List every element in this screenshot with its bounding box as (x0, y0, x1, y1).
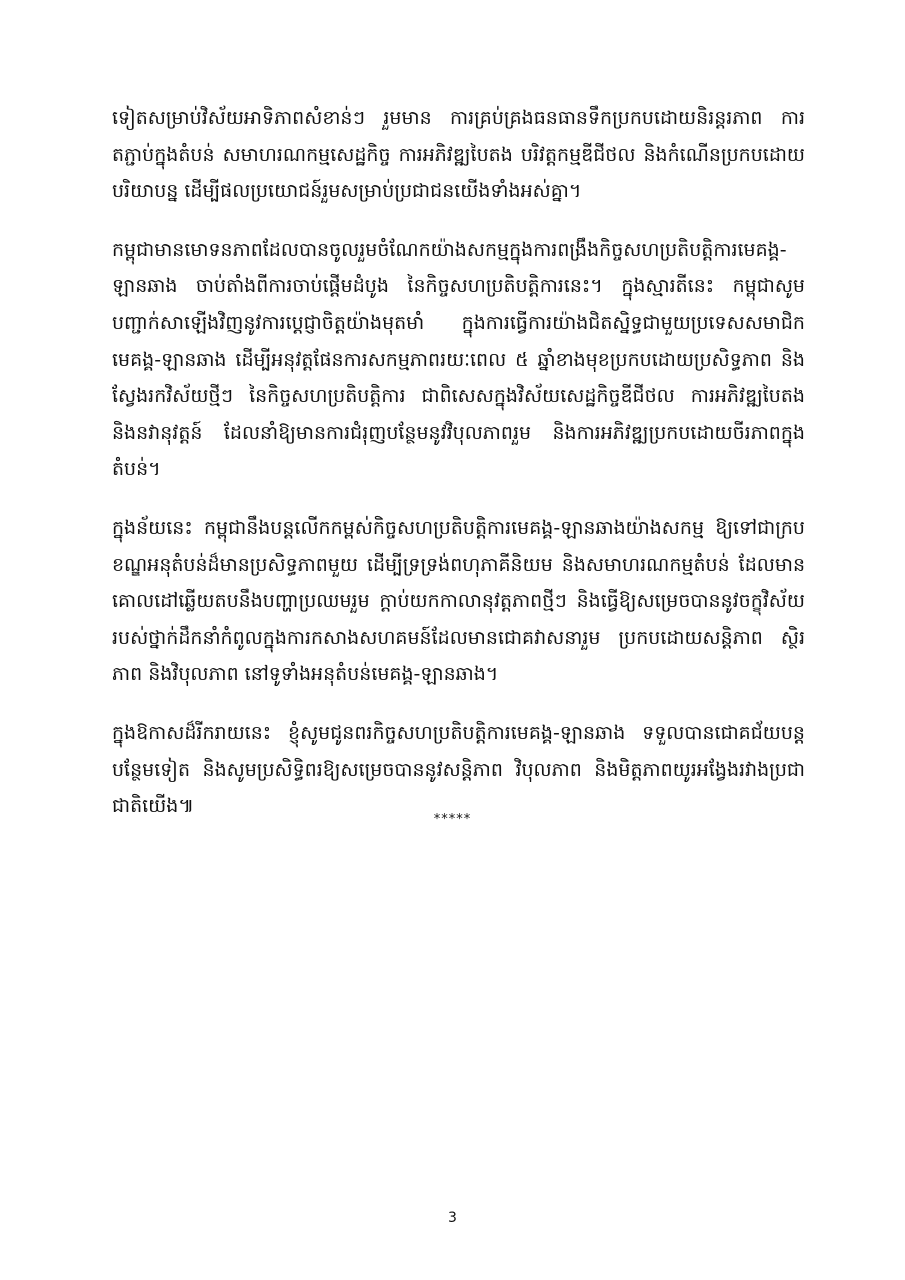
paragraph-2: កម្ពុជាមានមោទនភាពដែលបានចូលរួមចំណែកយ៉ាងសកម្មក្នុងការពង្រឹងកិច្ចសហប្រតិបត្តិការមេគង្គ-ឡានឆាង ចាប់តាំងពីការចាប់ផ្តើមដំបូង នៃកិច្ចសហប្រតិបត្តិការនេះ។ ក្នុងស្មារតីនេះ កម្ពុជាសូមបញ្ជាក់សាឡើងវិញនូវការប្តេជ្ញាចិត្តយ៉ាងមុតមាំ ក្នុងការធ្វើការយ៉ាងជិតស្និទ្ធជាមួយប្រទេសសមាជិកមេគង្គ-ឡានឆាង ដើម្បីអនុវត្តផែនការសកម្មភាពរយៈពេល ៥ ឆ្នាំខាងមុខប្រកបដោយប្រសិទ្ធភាព និងស្វែងរកវិស័យថ្មីៗ នៃកិច្ចសហប្រតិបត្តិការ ជាពិសេសក្នុងវិស័យសេដ្ឋកិច្ចឌីជីថល ការអភិវឌ្ឍបៃតង និងនវានុវត្តន៍ ដែលនាំឱ្យមានការជំរុញបន្ថែមនូវវិបុលភាពរួម និងការអភិវឌ្ឍប្រកបដោយចីរភាពក្នុងតំបន់។ (112, 238, 805, 481)
paragraph-3: ក្នុងន័យនេះ កម្ពុជានឹងបន្តលើកកម្ពស់កិច្ចសហប្រតិបត្តិការមេគង្គ-ឡានឆាងយ៉ាងសកម្ម ឱ្យទៅជាក្របខណ្ឌអនុតំបន់ដ៏មានប្រសិទ្ធភាពមួយ ដើម្បីទ្រទ្រង់ពហុភាគីនិយម និងសមាហរណកម្មតំបន់ ដែលមានគោលដៅឆ្លើយតបនឹងបញ្ហាប្រឈមរួម ក្តាប់យកកាលានុវត្តភាពថ្មីៗ និងធ្វើឱ្យសម្រេចបាននូវចក្ខុវិស័យរបស់ថ្នាក់ដឹកនាំកំពូលក្នុងការកសាងសហគមន៍ដែលមានជោគវាសនារួម ប្រកបដោយសន្តិភាព ស្ថិរភាព និងវិបុលភាព នៅទូទាំងអនុតំបន់មេគង្គ-ឡានឆាង។ (112, 516, 805, 686)
page-number: 3 (448, 1210, 457, 1226)
paragraph-4: ក្នុងឱកាសដ៏រីករាយនេះ ខ្ញុំសូមជូនពរកិច្ចសហប្រតិបត្តិការមេគង្គ-ឡានឆាង ទទួលបានជោគជ័យបន្តបន្ថែមទៀត និងសូមប្រសិទ្ធិពរឱ្យសម្រេចបាននូវសន្តិភាព វិបុលភាព និងមិត្តភាពយូរអង្វែងរវាងប្រជាជាតិយើង៕ (112, 721, 805, 818)
paragraph-1: ទៀតសម្រាប់វិស័យអាទិភាពសំខាន់ៗ រួមមាន ការគ្រប់គ្រងធនធានទឹកប្រកបដោយនិរន្តរភាព ការតភ្ជាប់ក្នុងតំបន់ សមាហរណកម្មសេដ្ឋកិច្ច ការអភិវឌ្ឍបៃតង បរិវត្តកម្មឌីជីថល និងកំណើនប្រកបដោយបរិយាបន្ន ដើម្បីផលប្រយោជន៍រួមសម្រាប់ប្រជាជនយើងទាំងអស់គ្នា។ (112, 107, 805, 203)
document-body (112, 100, 805, 847)
section-separator: ***** (433, 812, 472, 827)
